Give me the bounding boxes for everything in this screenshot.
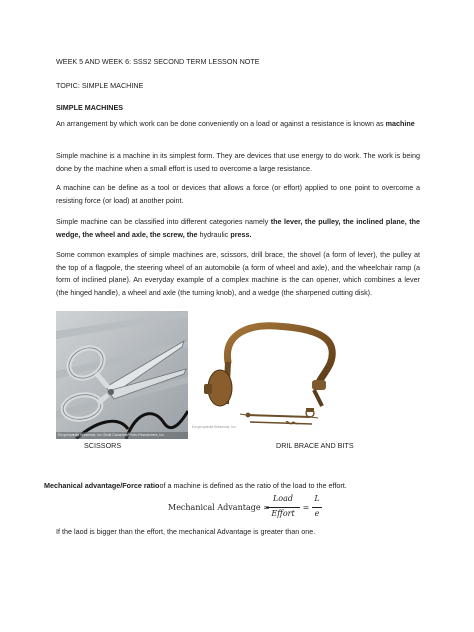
section-title: SIMPLE MACHINES [56,103,124,112]
formula-denominator-e: e [314,509,320,518]
scissors-image-credit: Encyclopædia Britannica, Inc./Scott Camazine/Photo Researchers, Inc. [58,433,165,437]
formula-numerator-l: L [314,494,320,503]
paragraph-machine-definition: A machine can be define as a tool or devices that allows a force (or effort) applied to one point to overcome a resisting force (or load) at another point. [56,183,420,205]
paragraph-examples: Some common examples of simple machines are, scissors, drill brace, the shovel (a form of lever), the pulley at the top of a flagpole, the steering wheel of an automobile (a form of wheel and axle), and the wheelchair ramp (a form of inclined plane). An everyday example of a complex machine is the can opener, which combines a lever (the hinged handle), a wheel and axle (the turning knob), and a wedge (the sharpened cutting disk). [56,250,420,297]
mechanical-advantage-formula [168,494,328,522]
formula-label: Mechanical Advantage = [168,503,270,512]
caption-scissors: SCISSORS [84,441,122,450]
brace-image-credit: Encyclopædia Britannica, Inc. [192,425,237,429]
scissors-image [56,311,188,439]
formula-fraction-bar [266,507,300,508]
formula-denominator-effort: Effort [271,509,295,518]
formula-fraction-bar-short [312,507,322,508]
paragraph-simple-machine: Simple machine is a machine in its simplest form. They are devices that use energy to do work. The work is being done by the machine when a small effort is used to overcome a large resistance. [56,151,420,173]
mechanical-advantage-term: Mechanical advantage/Force ratio [44,481,160,490]
conclusion-paragraph: If the laod is bigger than the effort, the mechanical Advantage is greater than one. [56,527,316,536]
mechanical-advantage-definition [44,480,424,492]
categories-list: the lever, the pulley, the inclined plane, the wedge, the wheel and axle, the screw, the [56,217,421,239]
categories-press: press. [230,229,252,239]
lesson-heading: WEEK 5 AND WEEK 6: SSS2 SECOND TERM LESSON NOTE [56,57,260,66]
brace-and-bits-image [190,314,370,430]
formula-numerator-load: Load [272,494,294,503]
caption-brace-and-bits: DRIL BRACE AND BITS [276,441,354,450]
paragraph-definition-text: An arrangement by which work can be done conveniently on a load or against a resistance is known as [56,119,384,128]
topic-line: TOPIC: SIMPLE MACHINE [56,81,144,90]
formula-equals: = [302,503,310,512]
paragraph-categories [56,216,420,241]
paragraph-definition-term: machine [385,119,415,128]
categories-hydraulic: hydraulic [199,229,229,239]
paragraph-definition [56,118,420,131]
mechanical-advantage-text: of a machine is defined as the ratio of the load to the effort. [159,481,347,490]
categories-intro: Simple machine can be classified into different categories namely [56,217,269,226]
